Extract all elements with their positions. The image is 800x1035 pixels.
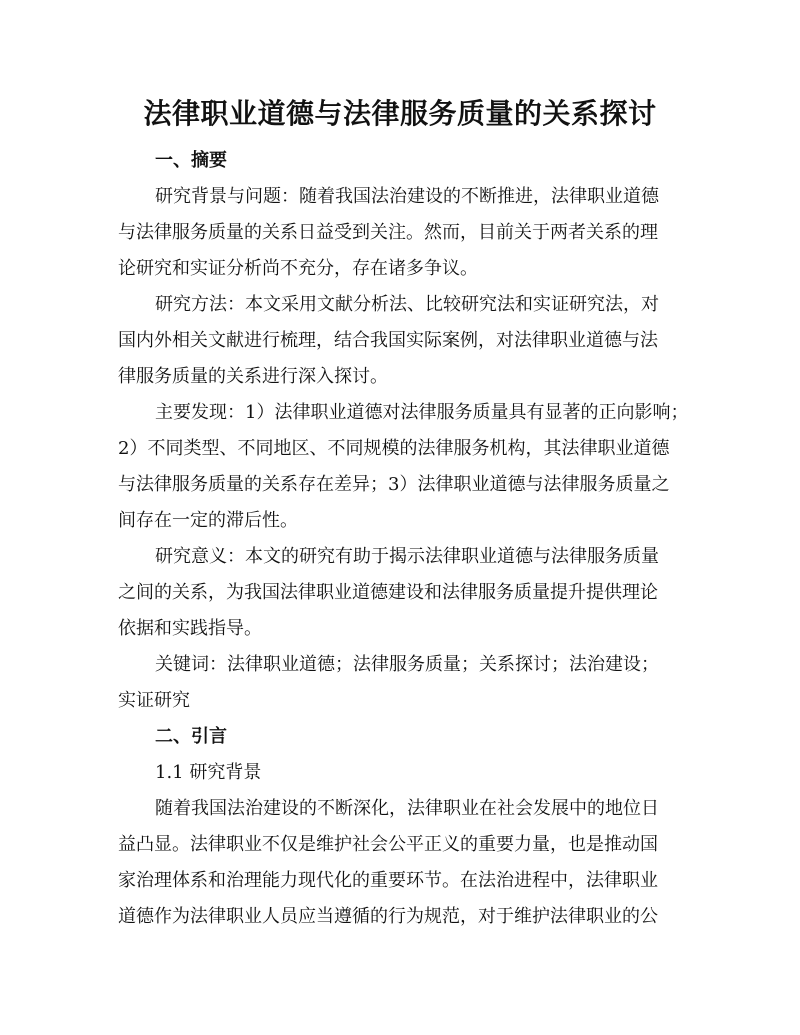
subsection-heading-background: 1.1 研究背景 (155, 762, 262, 783)
paragraph-intro-line-3: 家治理体系和治理能力现代化的重要环节。在法治进程中，法律职业 (118, 870, 658, 891)
paragraph-background-line-2: 与法律服务质量的关系日益受到关注。然而，目前关于两者关系的理 (118, 222, 658, 243)
paragraph-findings-line-2: 2）不同类型、不同地区、不同规模的法律服务机构，其法律职业道德 (118, 438, 670, 459)
paragraph-significance-line-2: 之间的关系，为我国法律职业道德建设和法律服务质量提升提供理论 (118, 582, 658, 603)
paragraph-background-line-1: 研究背景与问题：随着我国法治建设的不断推进，法律职业道德 (155, 186, 659, 207)
paragraph-keywords-line-2: 实证研究 (118, 690, 190, 711)
section-heading-introduction: 二、引言 (155, 726, 227, 747)
paragraph-findings-line-4: 间存在一定的滞后性。 (118, 510, 298, 531)
paragraph-background-line-3: 论研究和实证分析尚不充分，存在诸多争议。 (118, 258, 478, 279)
paragraph-intro-line-4: 道德作为法律职业人员应当遵循的行为规范，对于维护法律职业的公 (118, 906, 658, 927)
paragraph-significance-line-3: 依据和实践指导。 (118, 618, 262, 639)
paragraph-intro-line-1: 随着我国法治建设的不断深化，法律职业在社会发展中的地位日 (155, 798, 659, 819)
paragraph-method-line-2: 国内外相关文献进行梳理，结合我国实际案例，对法律职业道德与法 (118, 330, 658, 351)
section-heading-abstract: 一、摘要 (155, 150, 227, 171)
paragraph-intro-line-2: 益凸显。法律职业不仅是维护社会公平正义的重要力量，也是推动国 (118, 834, 658, 855)
paragraph-significance-line-1: 研究意义：本文的研究有助于揭示法律职业道德与法律服务质量 (155, 546, 659, 567)
paragraph-findings-line-1: 主要发现：1）法律职业道德对法律服务质量具有显著的正向影响； (155, 402, 689, 423)
document-title: 法律职业道德与法律服务质量的关系探讨 (143, 97, 657, 130)
paragraph-method-line-3: 律服务质量的关系进行深入探讨。 (118, 366, 388, 387)
paragraph-method-line-1: 研究方法：本文采用文献分析法、比较研究法和实证研究法，对 (155, 294, 659, 315)
paragraph-keywords-line-1: 关键词：法律职业道德；法律服务质量；关系探讨；法治建设； (155, 654, 659, 675)
paragraph-findings-line-3: 与法律服务质量的关系存在差异；3）法律职业道德与法律服务质量之 (118, 474, 670, 495)
